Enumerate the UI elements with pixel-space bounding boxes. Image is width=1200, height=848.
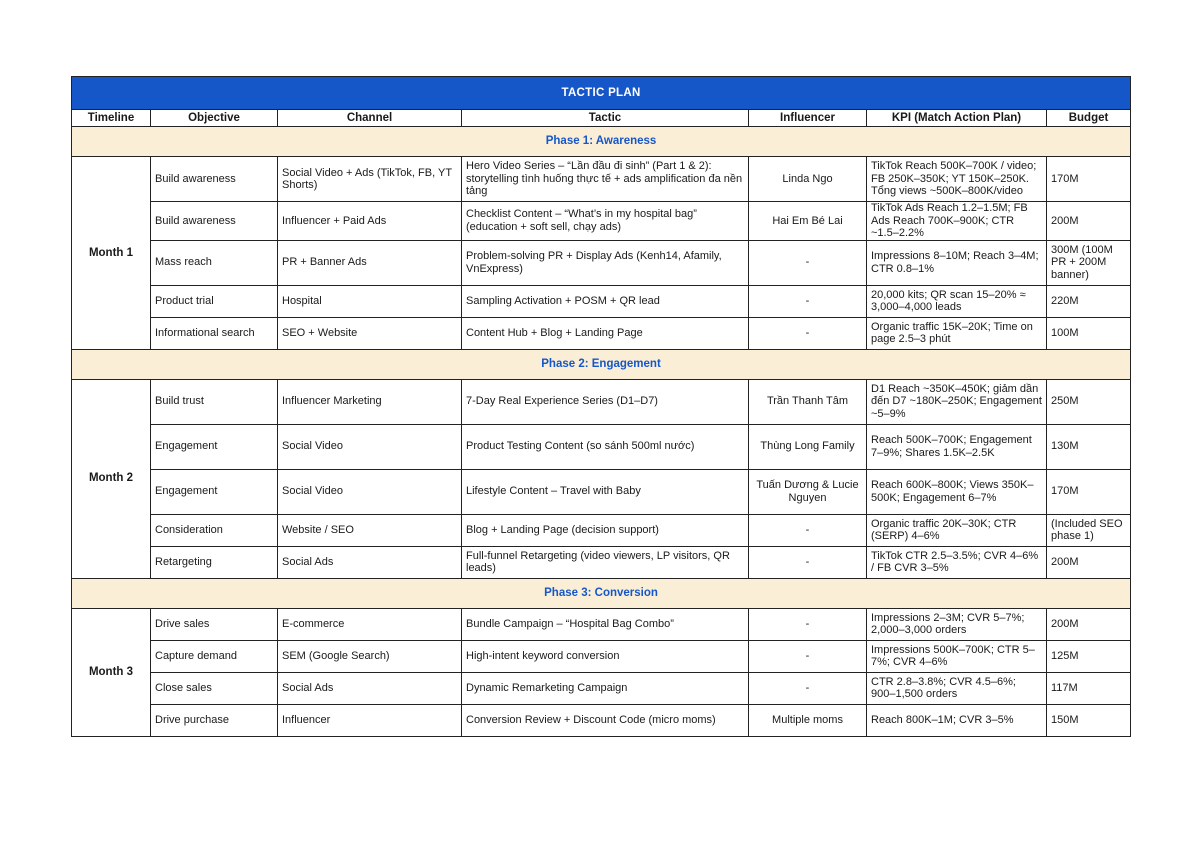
channel-cell: Social Video [278,469,462,514]
table-title: TACTIC PLAN [72,77,1131,110]
influencer-cell: Thùng Long Family [749,424,867,469]
budget-cell: 200M [1047,202,1131,241]
tactic-plan-table [71,76,1131,737]
kpi-cell: TikTok Ads Reach 1.2–1.5M; FB Ads Reach 700K–900K; CTR ~1.5–2.2% [867,202,1047,241]
objective-cell: Engagement [151,424,278,469]
header-tactic: Tactic [462,110,749,127]
influencer-cell: - [749,317,867,349]
header-budget: Budget [1047,110,1131,127]
table-row [72,608,1131,640]
kpi-cell: Organic traffic 15K–20K; Time on page 2.5–3 phút [867,317,1047,349]
objective-cell: Capture demand [151,640,278,672]
table-row [72,704,1131,736]
influencer-cell: Multiple moms [749,704,867,736]
budget-cell: 125M [1047,640,1131,672]
title-row [72,77,1131,110]
channel-cell: Influencer [278,704,462,736]
timeline-cell: Month 1 [72,157,151,350]
tactic-cell: Hero Video Series – “Lần đầu đi sinh” (Part 1 & 2): storytelling tình huống thực tế + ads amplification đa nền tảng [462,157,749,202]
budget-cell: 150M [1047,704,1131,736]
timeline-cell: Month 2 [72,379,151,578]
channel-cell: Social Ads [278,546,462,578]
table-row [72,469,1131,514]
objective-cell: Engagement [151,469,278,514]
budget-cell: 130M [1047,424,1131,469]
objective-cell: Drive purchase [151,704,278,736]
table-body [72,77,1131,737]
influencer-cell: Linda Ngo [749,157,867,202]
kpi-cell: Impressions 2–3M; CVR 5–7%; 2,000–3,000 orders [867,608,1047,640]
budget-cell: 250M [1047,379,1131,424]
channel-cell: Website / SEO [278,514,462,546]
objective-cell: Build awareness [151,202,278,241]
tactic-cell: Content Hub + Blog + Landing Page [462,317,749,349]
channel-cell: SEO + Website [278,317,462,349]
influencer-cell: - [749,240,867,285]
tactic-cell: Sampling Activation + POSM + QR lead [462,285,749,317]
channel-cell: E-commerce [278,608,462,640]
budget-cell: 170M [1047,469,1131,514]
phase-row [72,349,1131,379]
table-row [72,640,1131,672]
table-row [72,424,1131,469]
tactic-cell: Dynamic Remarketing Campaign [462,672,749,704]
header-objective: Objective [151,110,278,127]
header-kpi: KPI (Match Action Plan) [867,110,1047,127]
channel-cell: PR + Banner Ads [278,240,462,285]
channel-cell: Social Video + Ads (TikTok, FB, YT Shorts) [278,157,462,202]
tactic-cell: Conversion Review + Discount Code (micro moms) [462,704,749,736]
objective-cell: Product trial [151,285,278,317]
channel-cell: Social Ads [278,672,462,704]
tactic-cell: Blog + Landing Page (decision support) [462,514,749,546]
phase-row [72,127,1131,157]
tactic-cell: High-intent keyword conversion [462,640,749,672]
table-row [72,240,1131,285]
phase-label: Phase 2: Engagement [72,349,1131,379]
page-bottom-margin [0,758,1200,848]
channel-cell: Influencer Marketing [278,379,462,424]
influencer-cell: - [749,608,867,640]
tactic-cell: Full-funnel Retargeting (video viewers, LP visitors, QR leads) [462,546,749,578]
channel-cell: Social Video [278,424,462,469]
tactic-cell: Checklist Content – “What’s in my hospital bag” (education + soft sell, chạy ads) [462,202,749,241]
header-channel: Channel [278,110,462,127]
table-row [72,157,1131,202]
budget-cell: 117M [1047,672,1131,704]
tactic-cell: Bundle Campaign – “Hospital Bag Combo” [462,608,749,640]
channel-cell: Hospital [278,285,462,317]
kpi-cell: CTR 2.8–3.8%; CVR 4.5–6%; 900–1,500 orders [867,672,1047,704]
objective-cell: Build trust [151,379,278,424]
table-row [72,672,1131,704]
objective-cell: Drive sales [151,608,278,640]
kpi-cell: Impressions 8–10M; Reach 3–4M; CTR 0.8–1% [867,240,1047,285]
channel-cell: SEM (Google Search) [278,640,462,672]
influencer-cell: Hai Em Bé Lai [749,202,867,241]
budget-cell: 220M [1047,285,1131,317]
objective-cell: Informational search [151,317,278,349]
tactic-cell: 7-Day Real Experience Series (D1–D7) [462,379,749,424]
kpi-cell: D1 Reach ~350K–450K; giảm dần đến D7 ~180K–250K; Engagement ~5–9% [867,379,1047,424]
kpi-cell: Reach 500K–700K; Engagement 7–9%; Shares 1.5K–2.5K [867,424,1047,469]
budget-cell: 300M (100M PR + 200M banner) [1047,240,1131,285]
table-row [72,285,1131,317]
influencer-cell: - [749,640,867,672]
influencer-cell: Trần Thanh Tâm [749,379,867,424]
kpi-cell: TikTok CTR 2.5–3.5%; CVR 4–6% / FB CVR 3–5% [867,546,1047,578]
channel-cell: Influencer + Paid Ads [278,202,462,241]
phase-row [72,578,1131,608]
kpi-cell: Impressions 500K–700K; CTR 5–7%; CVR 4–6% [867,640,1047,672]
influencer-cell: - [749,672,867,704]
phase-label: Phase 1: Awareness [72,127,1131,157]
influencer-cell: - [749,514,867,546]
budget-cell: (Included SEO phase 1) [1047,514,1131,546]
table-row [72,317,1131,349]
influencer-cell: - [749,285,867,317]
objective-cell: Retargeting [151,546,278,578]
timeline-cell: Month 3 [72,608,151,736]
kpi-cell: 20,000 kits; QR scan 15–20% ≈ 3,000–4,000 leads [867,285,1047,317]
header-timeline: Timeline [72,110,151,127]
budget-cell: 170M [1047,157,1131,202]
influencer-cell: - [749,546,867,578]
table-row [72,514,1131,546]
tactic-cell: Problem-solving PR + Display Ads (Kenh14, Afamily, VnExpress) [462,240,749,285]
objective-cell: Close sales [151,672,278,704]
kpi-cell: Reach 600K–800K; Views 350K–500K; Engagement 6–7% [867,469,1047,514]
budget-cell: 200M [1047,546,1131,578]
kpi-cell: TikTok Reach 500K–700K / video; FB 250K–350K; YT 150K–250K. Tổng views ~500K–800K/video [867,157,1047,202]
influencer-cell: Tuấn Dương & Lucie Nguyen [749,469,867,514]
budget-cell: 100M [1047,317,1131,349]
budget-cell: 200M [1047,608,1131,640]
header-influencer: Influencer [749,110,867,127]
tactic-plan-sheet [71,76,1130,737]
objective-cell: Consideration [151,514,278,546]
phase-label: Phase 3: Conversion [72,578,1131,608]
table-row [72,379,1131,424]
table-row [72,202,1131,241]
objective-cell: Build awareness [151,157,278,202]
kpi-cell: Organic traffic 20K–30K; CTR (SERP) 4–6% [867,514,1047,546]
header-row [72,110,1131,127]
table-row [72,546,1131,578]
tactic-cell: Lifestyle Content – Travel with Baby [462,469,749,514]
objective-cell: Mass reach [151,240,278,285]
kpi-cell: Reach 800K–1M; CVR 3–5% [867,704,1047,736]
tactic-cell: Product Testing Content (so sánh 500ml nước) [462,424,749,469]
